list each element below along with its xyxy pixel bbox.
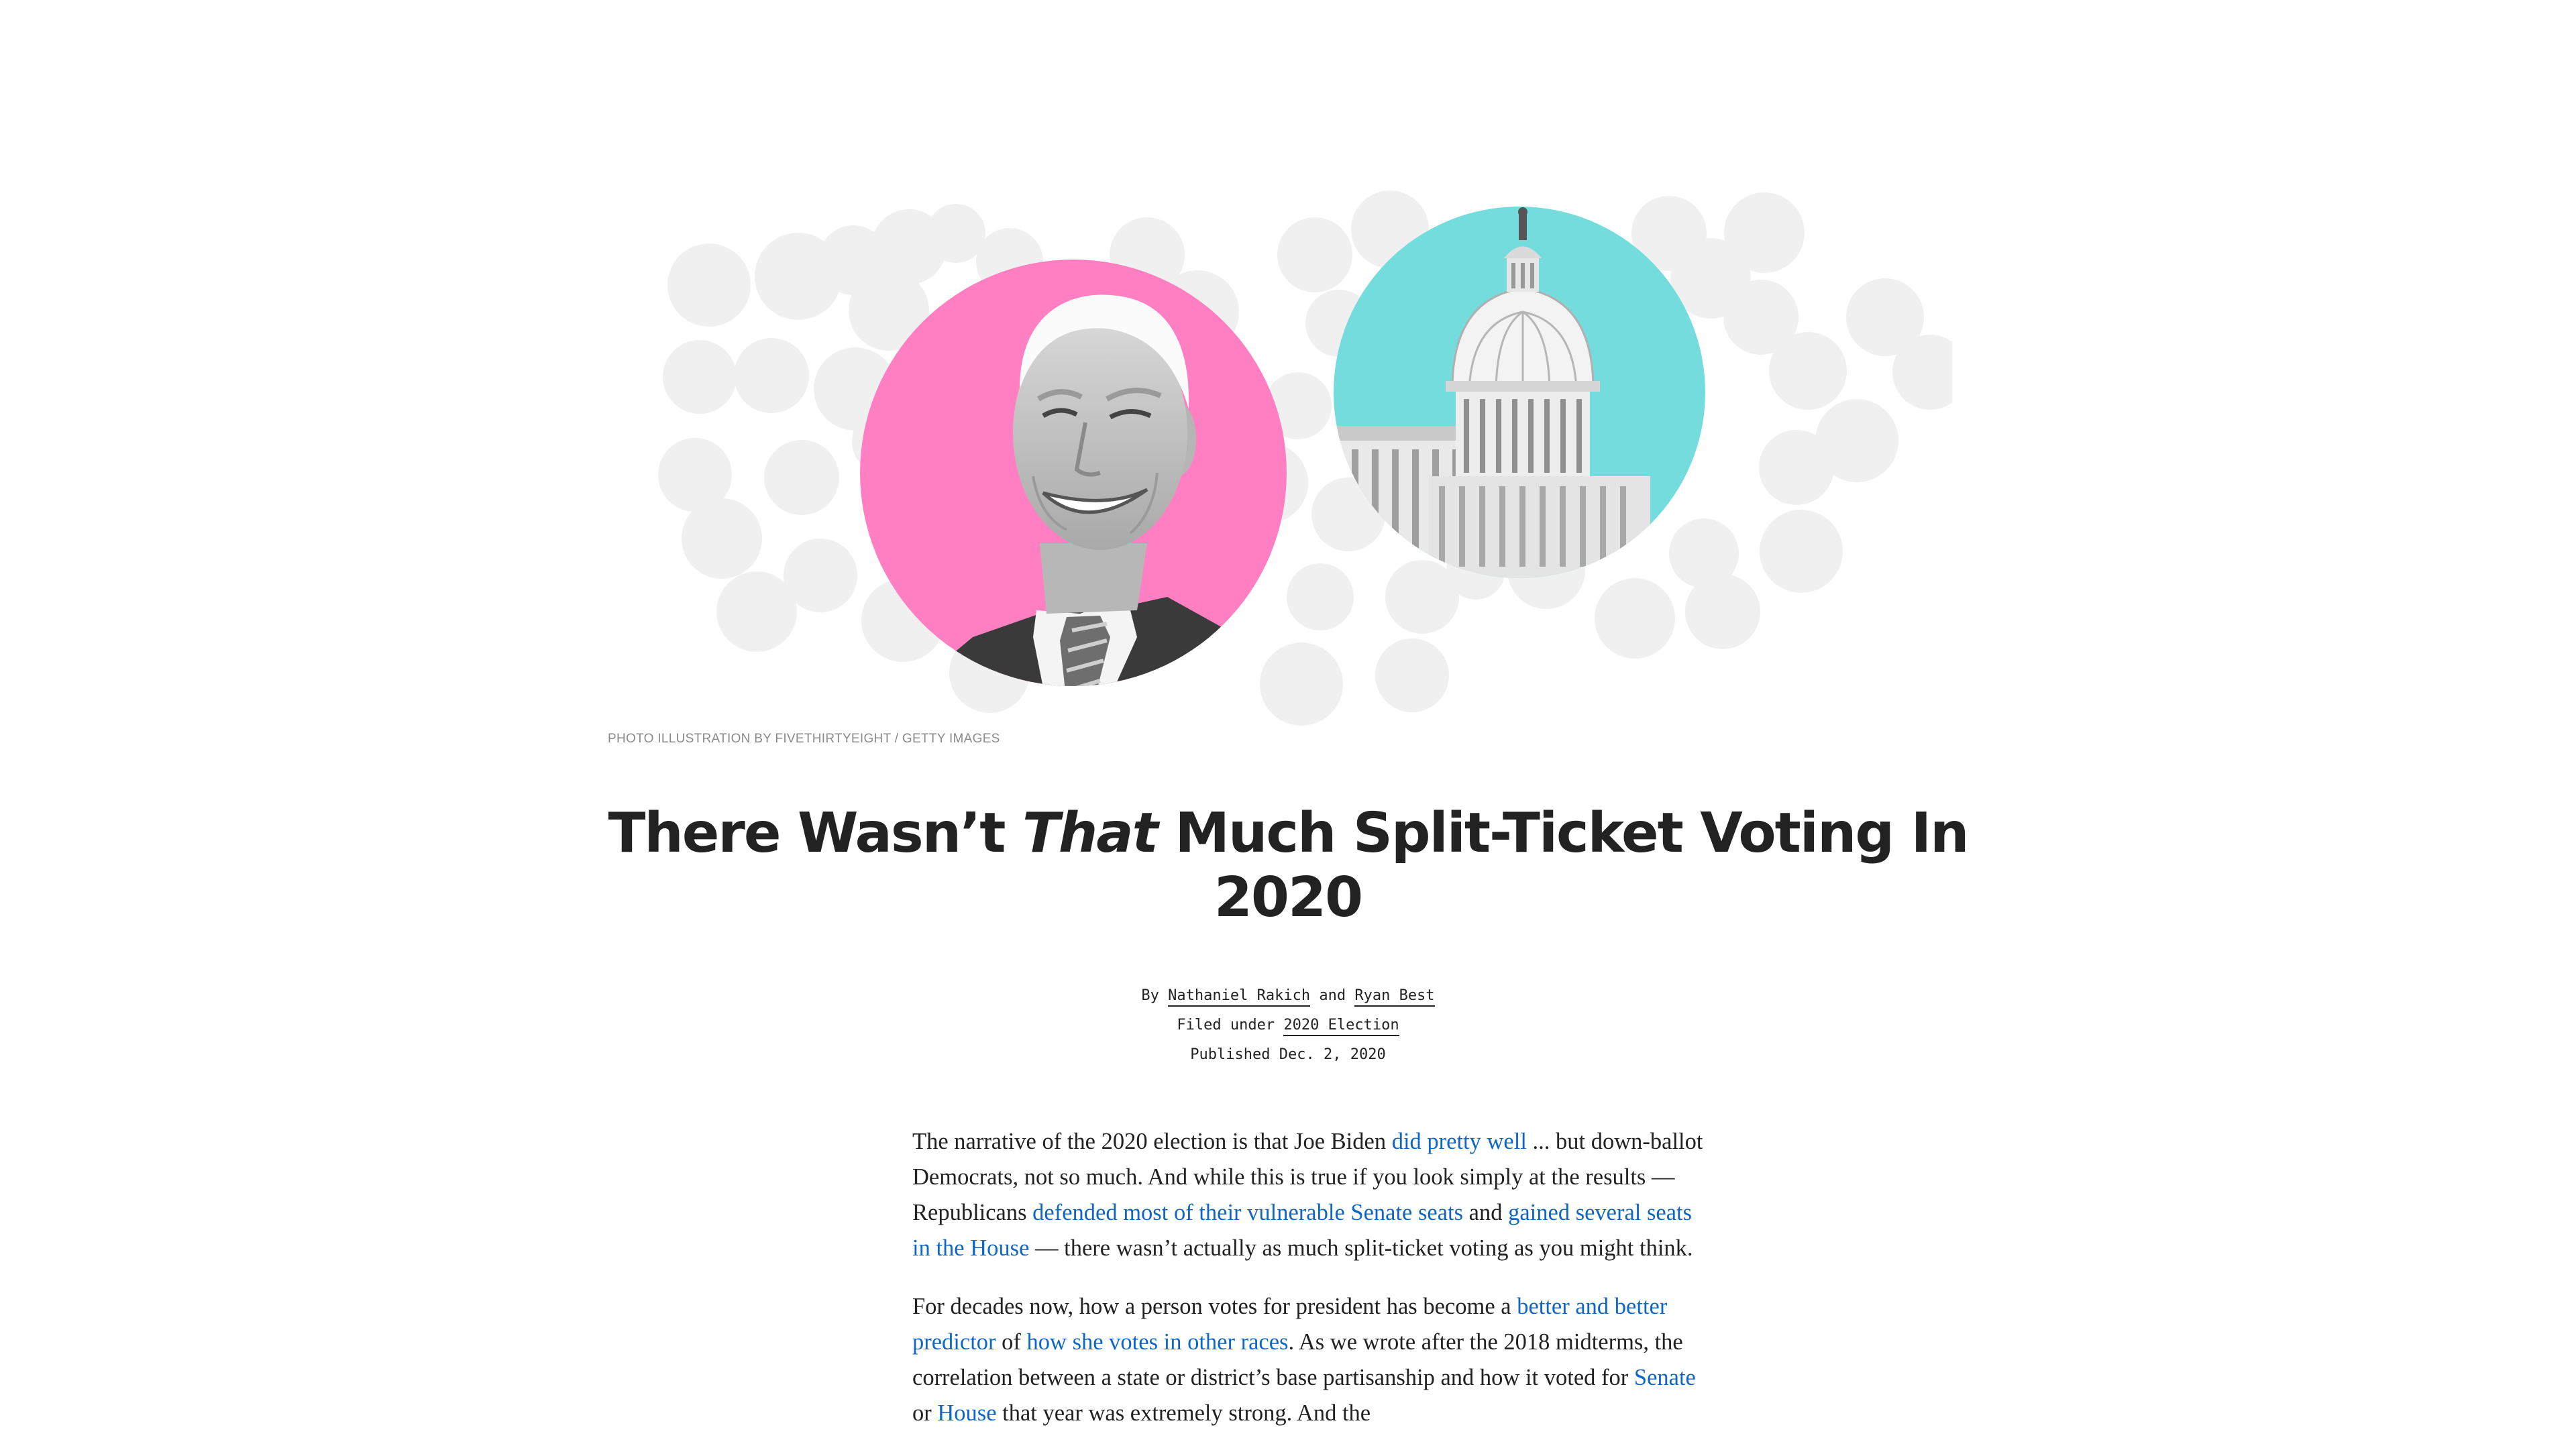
hero-svg — [637, 168, 1952, 731]
link-defended-senate-seats[interactable]: defended most of their vulnerable Senate seats — [1032, 1200, 1464, 1225]
author-link-ryan-best[interactable]: Ryan Best — [1354, 987, 1434, 1007]
byline-filed-under — [939, 1011, 1637, 1040]
article-body — [912, 1124, 1704, 1454]
byline-authors — [939, 981, 1637, 1011]
byline-published — [939, 1040, 1637, 1070]
background-bubbles — [658, 190, 1952, 726]
paragraph-2 — [912, 1289, 1704, 1431]
paragraph-1 — [912, 1124, 1704, 1266]
headline-emphasis: That — [1022, 801, 1157, 865]
author-link-nathaniel-rakich[interactable]: Nathaniel Rakich — [1168, 987, 1310, 1007]
link-better-predictor[interactable]: better and better predictor — [912, 1294, 1668, 1355]
link-other-races[interactable]: how she votes in other races — [1026, 1329, 1289, 1355]
link-did-pretty-well[interactable]: did pretty well — [1391, 1129, 1527, 1154]
by-label: By — [1141, 987, 1159, 1004]
and-label: and — [1319, 987, 1346, 1004]
p2-text-1: For decades now, how a person votes for president has become a — [912, 1294, 1517, 1319]
p1-text-4: — there wasn’t actually as much split-ticket voting as you might think. — [1029, 1235, 1693, 1261]
headline-part-1: There Wasn’t — [608, 801, 1022, 865]
p2-text-3: . As we wrote after the 2018 midterms, the correlation between a state or district’s base partisanship and how it voted for — [912, 1329, 1683, 1390]
link-house[interactable]: House — [937, 1400, 997, 1426]
article-byline — [939, 981, 1637, 1070]
p2-text-4: or — [912, 1400, 938, 1426]
filed-under-label: Filed under — [1177, 1017, 1275, 1033]
p1-text-3: and — [1463, 1200, 1509, 1225]
p2-text-5: that year was extremely strong. And the — [996, 1400, 1371, 1426]
link-gained-house-seats[interactable]: gained several seats in the House — [912, 1200, 1693, 1261]
hero-illustration — [637, 168, 1952, 731]
headline-part-2: Much Split-Ticket Voting In 2020 — [1157, 801, 1968, 930]
p1-text-1: The narrative of the 2020 election is that Joe Biden — [912, 1129, 1392, 1154]
article-headline — [604, 801, 1972, 930]
p2-text-2: of — [996, 1329, 1027, 1355]
p1-text-2: ... but down-ballot Democrats, not so much. And while this is true if you look simply at the results — Republicans — [912, 1129, 1703, 1225]
link-senate[interactable]: Senate — [1633, 1365, 1696, 1390]
published-date: Dec. 2, 2020 — [1279, 1046, 1386, 1063]
photo-credit: PHOTO ILLUSTRATION BY FIVETHIRTYEIGHT / GETTY IMAGES — [608, 732, 1000, 746]
category-link[interactable]: 2020 Election — [1283, 1017, 1399, 1036]
published-label: Published — [1190, 1046, 1271, 1063]
